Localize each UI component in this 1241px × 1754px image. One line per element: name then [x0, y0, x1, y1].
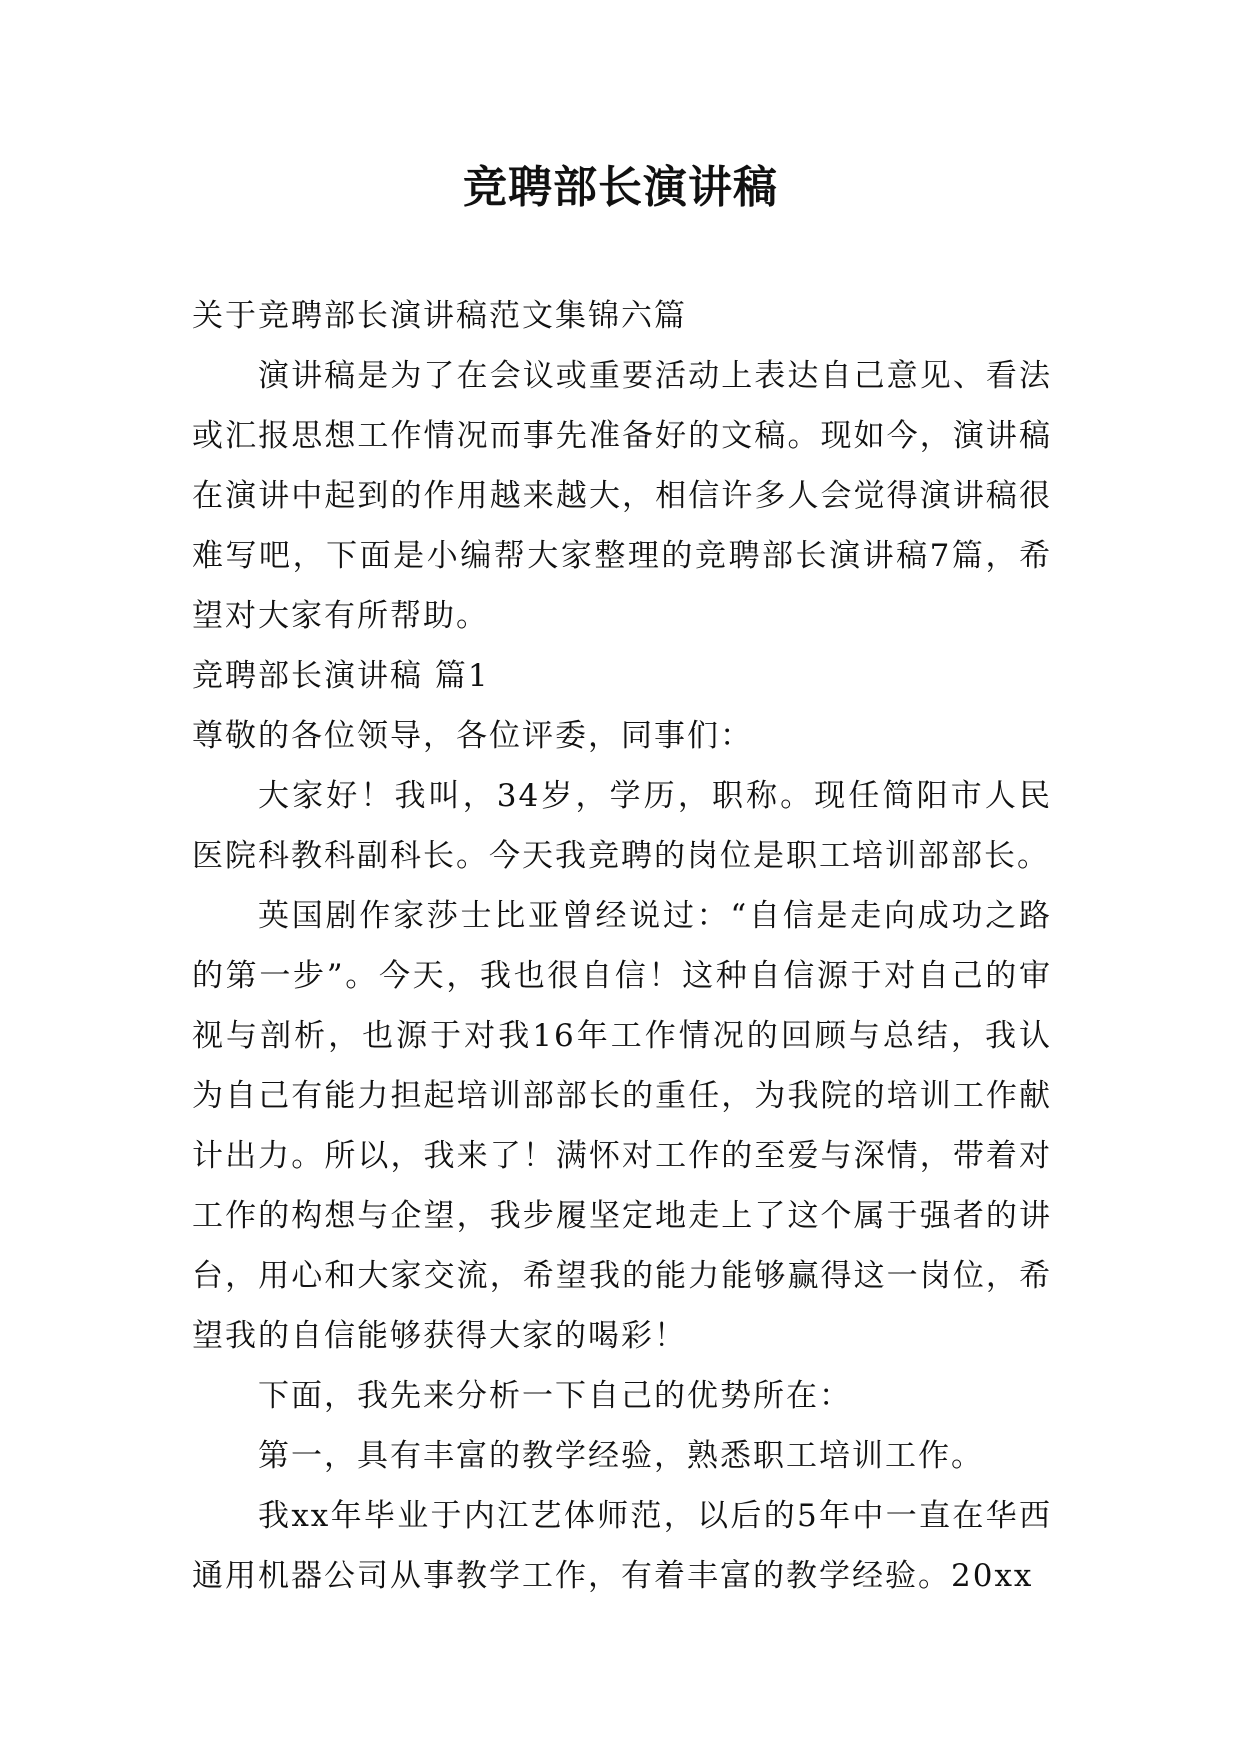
paragraph: 下面，我先来分析一下自己的优势所在： [258, 1378, 852, 1414]
paragraph: 第一，具有丰富的教学经验，熟悉职工培训工作。 [258, 1438, 984, 1474]
document-body [192, 286, 1052, 1606]
paragraph: 我xx年毕业于内江艺体师范，以后的5年中一直在华西通用机器公司从事教学工作，有着丰富的教学经验。20xx [192, 1498, 1052, 1594]
salutation: 尊敬的各位领导，各位评委，同事们： [192, 718, 753, 754]
paragraph: 大家好！我叫，34岁，学历，职称。现任简阳市人民医院科教科副科长。今天我竞聘的岗位是职工培训部部长。 [192, 778, 1052, 874]
paragraph: 英国剧作家莎士比亚曾经说过：“自信是走向成功之路的第一步”。今天，我也很自信！这种自信源于对自己的审视与剖析，也源于对我16年工作情况的回顾与总结，我认为自己有能力担起培训部部长的重任，为我院的培训工作献计出力。所以，我来了！满怀对工作的至爱与深情，带着对工作的构想与企望，我步履坚定地走上了这个属于强者的讲台，用心和大家交流，希望我的能力能够赢得这一岗位，希望我的自信能够获得大家的喝彩！ [192, 898, 1052, 1354]
section-heading: 竞聘部长演讲稿 篇1 [192, 658, 490, 694]
document-title: 竞聘部长演讲稿 [463, 162, 778, 213]
paragraph: 演讲稿是为了在会议或重要活动上表达自己意见、看法或汇报思想工作情况而事先准备好的文稿。现如今，演讲稿在演讲中起到的作用越来越大，相信许多人会觉得演讲稿很难写吧，下面是小编帮大家整理的竞聘部长演讲稿7篇，希望对大家有所帮助。 [192, 358, 1052, 634]
subtitle-line: 关于竞聘部长演讲稿范文集锦六篇 [192, 298, 687, 334]
